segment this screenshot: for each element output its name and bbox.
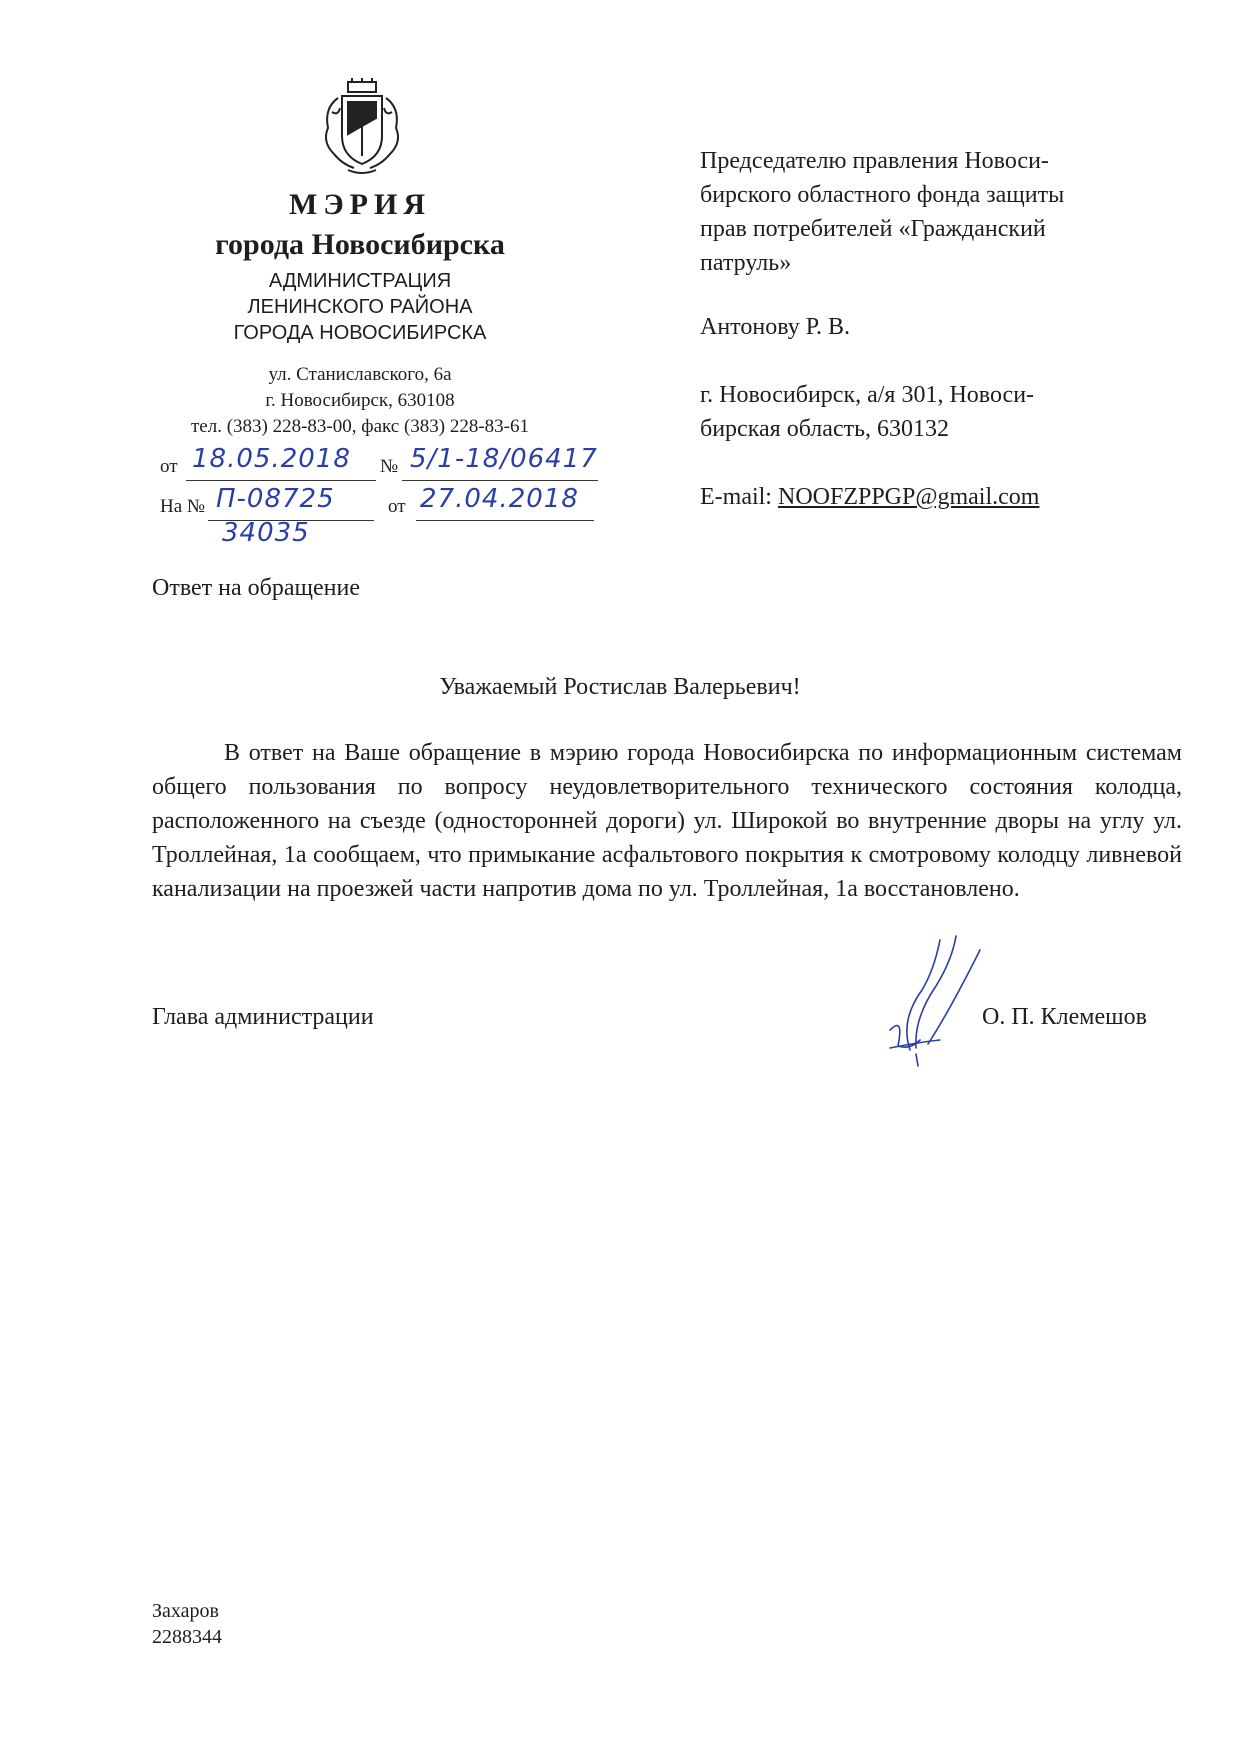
signatory-name: О. П. Клемешов [982, 1004, 1147, 1030]
letterhead-address-line-1: ул. Станиславского, 6а [268, 364, 452, 385]
body-paragraph: В ответ на Ваше обращение в мэрию города Новосибирска по информационным системам общего пользования по вопросу неудовлетворительного технического состояния колодца, расположенного на съезде (односторонней дороги) ул. Широкой во внутренние дворы на углу ул. Троллейная, 1а сообщаем, что примыкание асфальтового покрытия к смотровому колодцу ливневой канализации на проезжей части напротив дома по ул. Троллейная, 1а восстановлено. [152, 740, 1182, 902]
letterhead-address-line-3: тел. (383) 228-83-00, факс (383) 228-83-61 [190, 416, 530, 437]
addressee-position-line-3: прав потребителей «Гражданский [700, 216, 1046, 242]
executor-name: Захаров [152, 1600, 219, 1622]
registration-number-underline [402, 480, 598, 481]
addressee-position-line-4: патруль» [700, 250, 792, 276]
executor-phone: 2288344 [152, 1626, 222, 1648]
reply-number: П-08725 [216, 484, 335, 514]
reply-date-underline [416, 520, 594, 521]
subject-line: Ответ на обращение [152, 575, 360, 601]
addressee-position-line-1: Председателю правления Новоси- [700, 148, 1049, 174]
handwritten-signature [870, 930, 1000, 1070]
reply-date: 27.04.2018 [420, 484, 579, 514]
addressee-email-link[interactable]: NOOFZPPGP@gmail.com [777, 484, 1040, 510]
registration-number-label: № [380, 456, 399, 477]
letterhead-admin-line-2: ЛЕНИНСКОГО РАЙОНА [247, 296, 473, 318]
salutation: Уважаемый Ростислав Валерьевич! [439, 674, 801, 700]
registration-from-label: от [160, 456, 178, 477]
reply-from-label: от [388, 496, 406, 517]
registration-date: 18.05.2018 [192, 444, 351, 474]
addressee-email-label: E-mail: [700, 484, 778, 510]
addressee-name: Антонову Р. В. [700, 314, 851, 340]
addressee-address-line-2: бирская область, 630132 [700, 416, 950, 442]
addressee-position-line-2: бирского областного фонда защиты [700, 182, 1065, 208]
letterhead-city: города Новосибирска [215, 228, 505, 261]
reply-number-label: На № [160, 496, 206, 517]
addressee-position [700, 144, 1180, 280]
coat-of-arms-icon [318, 78, 406, 178]
registration-number: 5/1-18/06417 [410, 444, 598, 474]
letterhead-admin-line-1: АДМИНИСТРАЦИЯ [268, 270, 452, 292]
addressee-address-line-1: г. Новосибирск, а/я 301, Новоси- [700, 382, 1035, 408]
letterhead-address-line-2: г. Новосибирск, 630108 [265, 390, 455, 411]
reply-number-extra: 34035 [222, 518, 310, 548]
addressee-email-row [700, 480, 1180, 514]
letterhead-admin-line-3: ГОРОДА НОВОСИБИРСКА [233, 322, 487, 344]
registration-date-underline [186, 480, 376, 481]
signatory-role: Глава администрации [152, 1004, 374, 1030]
letterhead-title: МЭРИЯ [289, 188, 431, 221]
addressee-address [700, 378, 1180, 446]
